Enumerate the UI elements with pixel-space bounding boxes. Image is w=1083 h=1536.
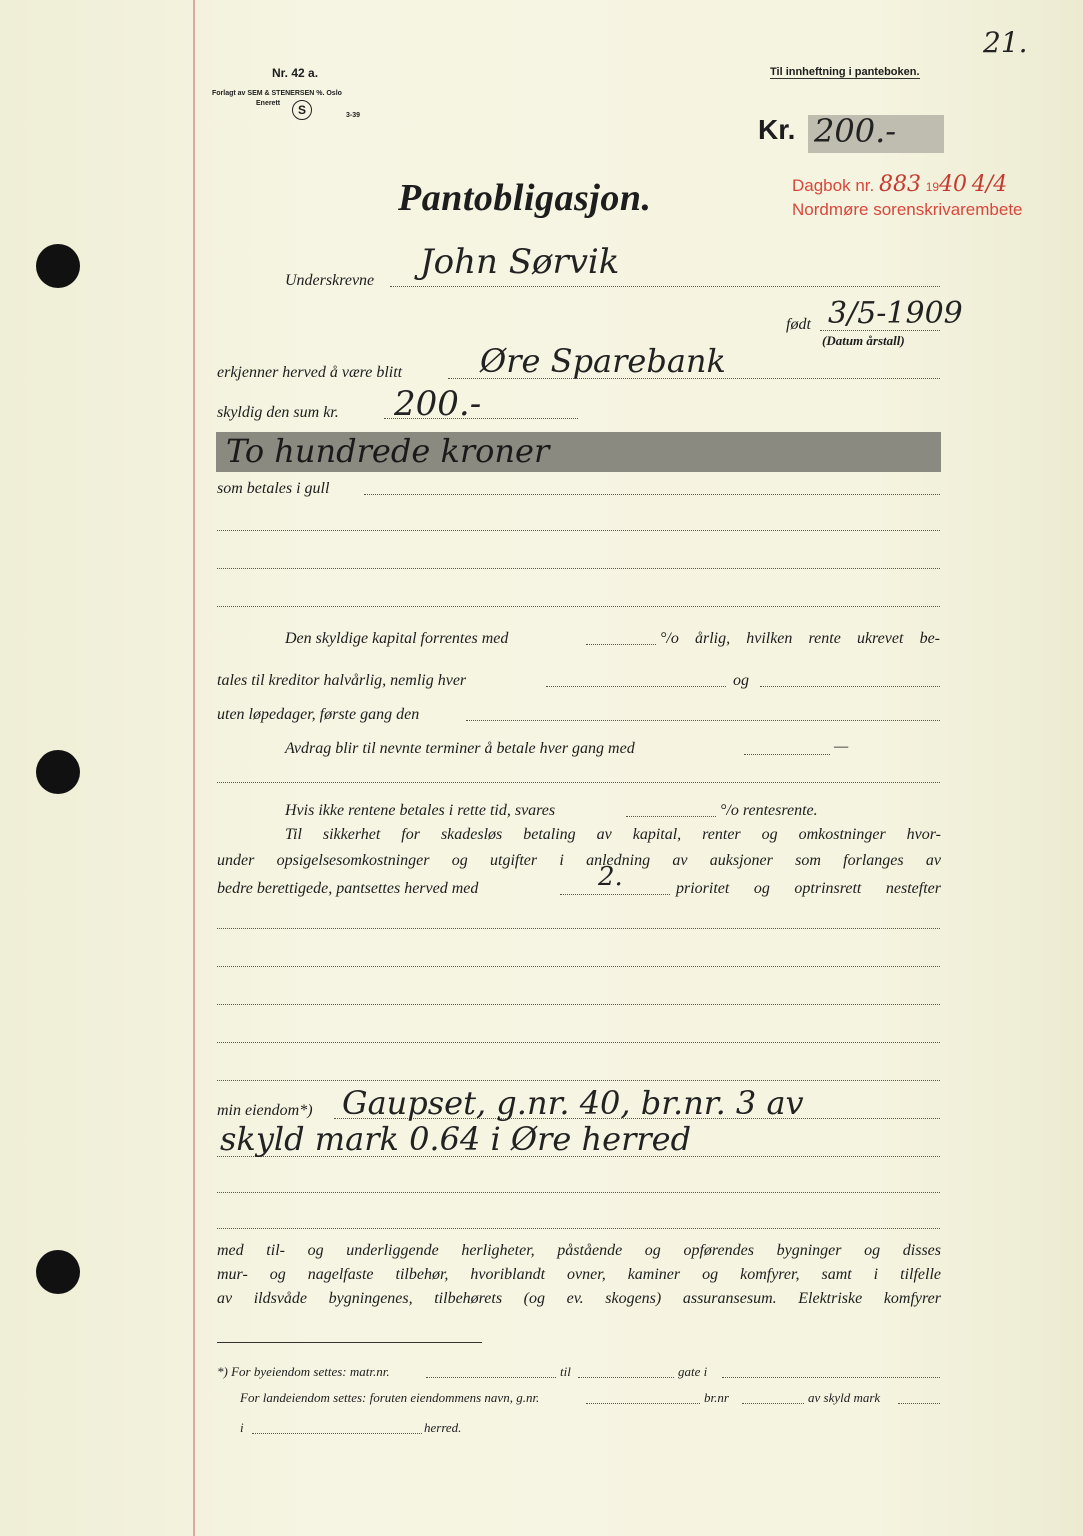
footnote-city-street: gate i bbox=[678, 1364, 708, 1379]
footnote-rural-line-3 bbox=[898, 1403, 940, 1404]
interest-text: Den skyldige kapital forrentes med bbox=[285, 630, 509, 647]
gold-label: som betales i gull bbox=[217, 480, 330, 497]
stamp-date: 4/4 bbox=[971, 172, 1008, 197]
sum-label: skyldig den sum kr. bbox=[217, 404, 339, 421]
footnote-rule bbox=[217, 1342, 482, 1343]
footnote-rural-line-2 bbox=[742, 1403, 804, 1404]
appurtenances-text-1: med til- og underliggende herligheter, påstående og opførendes bygninger og disses bbox=[217, 1242, 941, 1259]
amount-value: 200.- bbox=[814, 112, 897, 150]
security-text-3b: prioritet og optrinsrett nestefter bbox=[676, 880, 941, 897]
undersigned-value: John Sørvik bbox=[420, 242, 620, 282]
security-blank-line-2 bbox=[217, 966, 940, 967]
blank-line-2 bbox=[217, 568, 940, 569]
publisher-logo-icon: S bbox=[292, 100, 312, 120]
property-value-2: skyld mark 0.64 i Øre herred bbox=[220, 1120, 692, 1158]
footnote-rural-herred: herred. bbox=[424, 1420, 462, 1435]
stamp-year: 40 bbox=[939, 172, 968, 197]
installments-text: Avdrag blir til nevnte terminer å betale hver gang med bbox=[285, 740, 635, 757]
installments-dash: — bbox=[834, 738, 849, 755]
footnote-rural-skyld: av skyld mark bbox=[808, 1390, 881, 1405]
blank-line-3 bbox=[217, 606, 940, 607]
blank-line-1 bbox=[217, 530, 940, 531]
amount-label: Kr. bbox=[758, 114, 796, 145]
footnote-rural-label: For landeiendom settes: foruten eiendommens navn, g.nr. bbox=[240, 1390, 540, 1405]
installments-line bbox=[744, 754, 830, 755]
binding-note: Til innheftning i panteboken. bbox=[770, 66, 920, 78]
late-interest-line bbox=[626, 816, 716, 817]
creditor-value: Øre Sparebank bbox=[480, 342, 726, 380]
first-time-line bbox=[466, 720, 940, 721]
footnote-rural-brnr: br.nr bbox=[704, 1390, 729, 1405]
stamp-number: 883 bbox=[878, 172, 921, 197]
property-blank-line-2 bbox=[217, 1228, 940, 1229]
publisher-text: Forlagt av SEM & STENERSEN %. Oslo bbox=[212, 90, 342, 97]
priority-value: 2. bbox=[598, 862, 623, 892]
stamp-year-prefix: 19 bbox=[925, 180, 940, 194]
property-label: min eiendom*) bbox=[217, 1102, 313, 1119]
property-blank-line-1 bbox=[217, 1192, 940, 1193]
installments-blank-line bbox=[217, 782, 940, 783]
footnote-city-label: *) For byeiendom settes: matr.nr. bbox=[217, 1364, 390, 1379]
punch-hole-bottom bbox=[36, 1250, 80, 1294]
footnote-city-line-1 bbox=[426, 1377, 556, 1378]
footnote-rural-in: i bbox=[240, 1420, 244, 1435]
interest-text-2: °/o årlig, hvilken rente ukrevet be- bbox=[660, 630, 940, 647]
born-label: født bbox=[786, 316, 811, 333]
registry-stamp-line1 bbox=[792, 172, 1007, 197]
security-text-2: under opsigelsesomkostninger og utgifter i anledning av auksjoner som forlanges av bbox=[217, 852, 941, 869]
security-text-1: Til sikkerhet for skadesløs betaling av kapital, renter og omkostninger hvor- bbox=[285, 826, 941, 843]
half-yearly-and: og bbox=[733, 672, 749, 689]
security-blank-line-3 bbox=[217, 1004, 940, 1005]
footnote-city-line-2 bbox=[578, 1377, 674, 1378]
property-value-1: Gaupset, g.nr. 40, br.nr. 3 av bbox=[342, 1084, 804, 1122]
half-yearly-text: tales til kreditor halvårlig, nemlig hver bbox=[217, 672, 467, 689]
undersigned-label: Underskrevne bbox=[285, 272, 375, 289]
half-yearly-line-1 bbox=[546, 686, 726, 687]
late-interest-text: Hvis ikke rentene betales i rette tid, svares bbox=[285, 802, 556, 819]
security-blank-line-5 bbox=[217, 1080, 940, 1081]
security-blank-line-4 bbox=[217, 1042, 940, 1043]
footnote-rural-line-1 bbox=[586, 1403, 700, 1404]
priority-line bbox=[560, 894, 670, 895]
document-title: Pantobligasjon. bbox=[398, 177, 652, 219]
late-interest-text-2: °/o rentesrente. bbox=[720, 802, 818, 819]
creditor-label: erkjenner herved å være blitt bbox=[217, 364, 403, 381]
margin-rule bbox=[193, 0, 195, 1536]
form-number: Nr. 42 a. bbox=[272, 66, 319, 80]
punch-hole-middle bbox=[36, 750, 80, 794]
sum-value: 200.- bbox=[394, 384, 482, 424]
edition-text: 3-39 bbox=[346, 112, 361, 119]
first-time-text: uten løpedager, første gang den bbox=[217, 706, 420, 723]
born-value: 3/5-1909 bbox=[828, 296, 963, 331]
sum-words: To hundrede kroner bbox=[226, 432, 550, 470]
appurtenances-text-3: av ildsvåde bygningenes, tilbehørets (og ev. skogens) assuransesum. Elektriske komfyrer bbox=[217, 1290, 941, 1307]
footnote-city-to: til bbox=[560, 1364, 571, 1379]
punch-hole-top bbox=[36, 244, 80, 288]
undersigned-line bbox=[390, 286, 940, 287]
security-blank-line-1 bbox=[217, 928, 940, 929]
rights-text: Enerett bbox=[256, 100, 281, 107]
footnote-city-line-3 bbox=[722, 1377, 940, 1378]
footnote-rural-line-4 bbox=[252, 1433, 422, 1434]
interest-rate-line bbox=[586, 644, 656, 645]
born-hint: (Datum årstall) bbox=[822, 333, 905, 348]
page-number: 21. bbox=[983, 26, 1028, 59]
gold-line bbox=[364, 494, 940, 495]
stamp-prefix: Dagbok nr. bbox=[792, 176, 875, 195]
appurtenances-text-2: mur- og nagelfaste tilbehør, hvoriblandt ovner, kaminer og komfyrer, samt i tilfelle bbox=[217, 1266, 941, 1283]
half-yearly-line-2 bbox=[760, 686, 940, 687]
security-text-3a: bedre berettigede, pantsettes herved med bbox=[217, 880, 479, 897]
registry-stamp-line2: Nordmøre sorenskrivarembete bbox=[792, 200, 1023, 219]
